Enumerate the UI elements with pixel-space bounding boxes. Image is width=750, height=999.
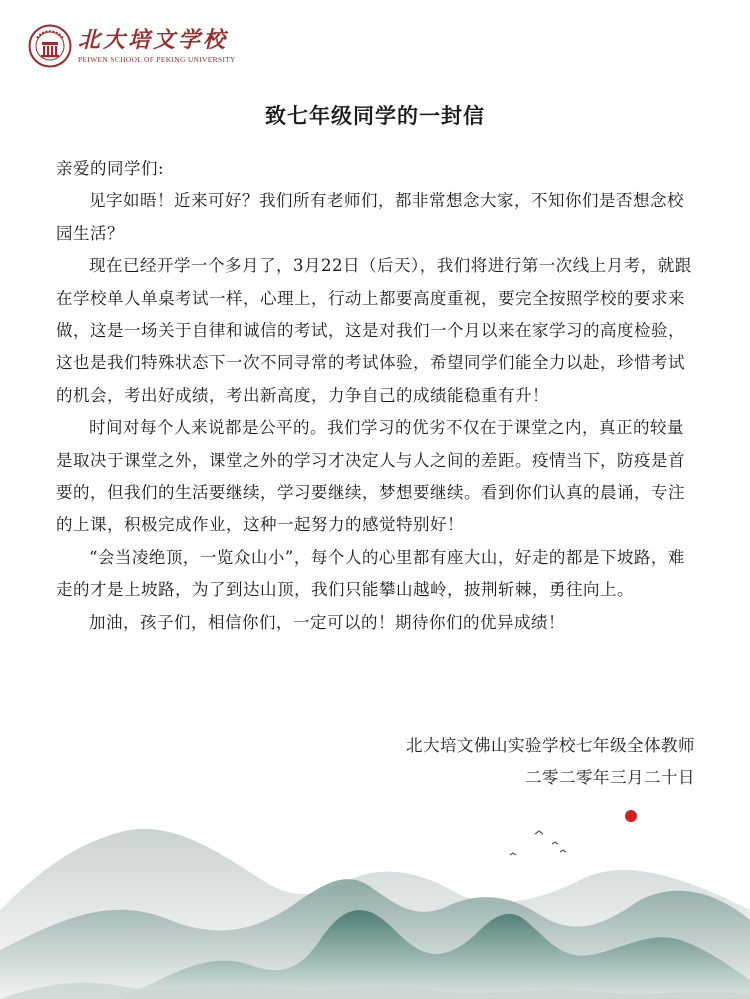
red-sun-icon: [625, 810, 637, 822]
paragraph-4: “会当凌绝顶，一览众山小”，每个人的心里都有座大山，好走的都是下坡路，难走的才是上坡路，为了到达山顶，我们只能攀山越岭，披荆斩棘，勇往向上。: [56, 547, 685, 600]
signature-block: [406, 730, 695, 794]
letter-body: [56, 153, 696, 639]
school-name-en: PEIWEN SCHOOL OF PEKING UNIVERSITY: [78, 55, 236, 64]
school-logo: [28, 24, 236, 68]
birds-icon: [510, 831, 566, 855]
letter-title: 致七年级同学的一封信: [265, 104, 485, 128]
paragraph-1: 见字如晤！近来可好？我们所有老师们，都非常想念大家，不知你们是否想念校园生活？: [56, 191, 684, 243]
paragraph-2: 现在已经开学一个多月了，3月22日（后天），我们将进行第一次线上月考，就跟在学校单人单桌考试一样，心理上，行动上都要高度重视，要完全按照学校的要求来做，这是一场关于自律和诚信的考试，这是对我们一个月以来在家学习的高度检验，这也是我们特殊状态下一次不同寻常的考试体验，希望同学们能全力以赴，珍惜考试的机会，考出好成绩，考出新高度，力争自己的成绩能稳重有升！: [56, 256, 692, 405]
paragraph-3: 时间对每个人来说都是公平的。我们学习的优劣不仅在于课堂之内，真正的较量是取决于课堂之外，课堂之外的学习才决定人与人之间的差距。疫情当下，防疫是首要的，但我们的生活要继续，学习要继续，梦想要继续。看到你们认真的晨诵，专注的上课，积极完成作业，这种一起努力的感觉特别好！: [56, 418, 685, 535]
signer: 北大培文佛山实验学校七年级全体教师: [406, 736, 695, 755]
school-name-cn: 北大培文学校: [78, 27, 229, 53]
paragraph-5: 加油，孩子们，相信你们，一定可以的！期待你们的优异成绩！: [89, 612, 565, 632]
school-seal-icon: [28, 24, 72, 68]
ink-mountain-landscape: [0, 800, 750, 999]
letter-date: 二零二零年三月二十日: [525, 768, 695, 787]
salutation: 亲爱的同学们:: [56, 159, 165, 178]
